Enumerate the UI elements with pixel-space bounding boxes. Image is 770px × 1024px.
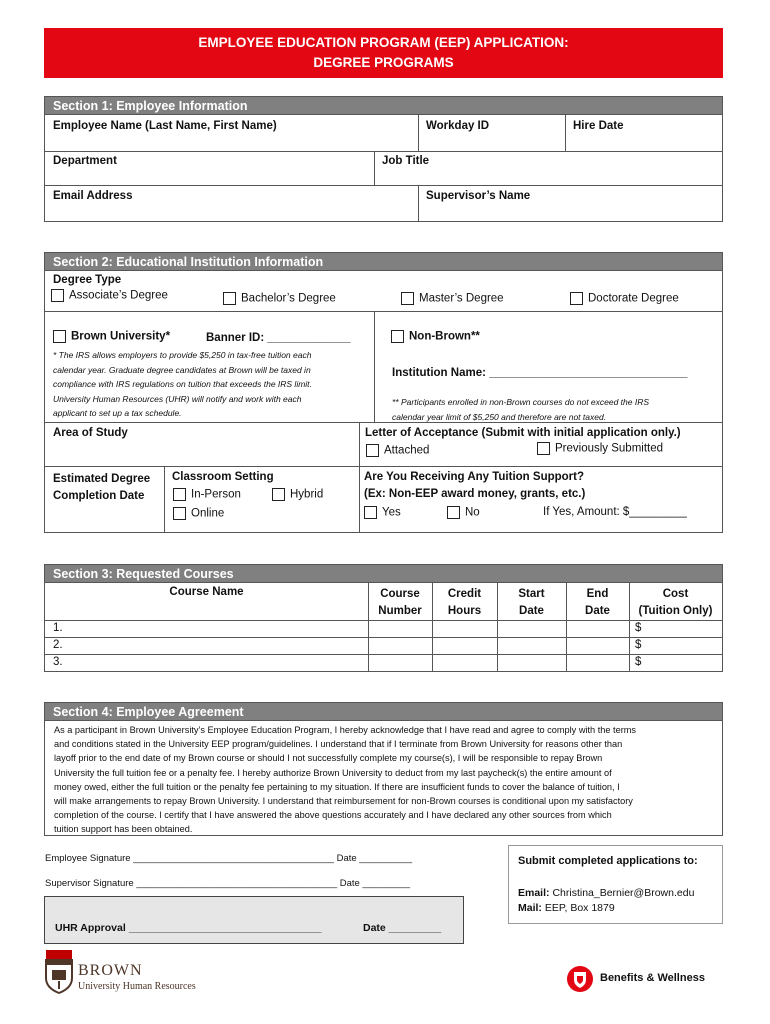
submit-email-link[interactable]: Christina_Bernier@Brown.edu [552, 887, 695, 899]
uhr-date-line[interactable]: Date _________ [363, 922, 442, 934]
credit-hours-header: Credit Hours [447, 588, 482, 617]
masters-option[interactable]: Master’s Degree [401, 292, 504, 305]
support-yes-checkbox[interactable] [364, 506, 377, 519]
support-no-option[interactable]: No [447, 506, 480, 519]
employee-name-field[interactable]: Employee Name (Last Name, First Name) [53, 120, 277, 132]
supervisor-name-field[interactable]: Supervisor’s Name [426, 190, 531, 202]
form-title-line2: DEGREE PROGRAMS [313, 55, 454, 70]
end-date-header: End Date [585, 588, 610, 617]
form-title-line1: EMPLOYEE EDUCATION PROGRAM (EEP) APPLICATION: [198, 35, 569, 50]
brown-shield-logo-icon [44, 948, 74, 994]
attached-checkbox[interactable] [366, 444, 379, 457]
section-3-heading: Section 3: Requested Courses [45, 565, 722, 583]
hybrid-option[interactable]: Hybrid [272, 488, 323, 501]
institution-name-field[interactable]: Institution Name: _______________________________ [392, 367, 688, 379]
section-3-requested-courses [44, 564, 723, 672]
cost-cell-2[interactable]: $ [635, 639, 642, 651]
brown-university-option[interactable]: Brown University* [53, 330, 170, 343]
attached-option[interactable]: Attached [366, 444, 429, 457]
course-row-3[interactable]: 3. [53, 656, 63, 668]
area-of-study-field[interactable]: Area of Study [53, 427, 128, 439]
supervisor-signature-line[interactable]: Supervisor Signature ______________________________________ Date _________ [45, 878, 411, 889]
previously-submitted-option[interactable]: Previously Submitted [537, 442, 663, 455]
workday-id-field[interactable]: Workday ID [426, 120, 490, 132]
submit-heading: Submit completed applications to: [518, 855, 698, 867]
masters-checkbox[interactable] [401, 292, 414, 305]
section-4-employee-agreement [44, 702, 723, 836]
submit-email: Email: Christina_Bernier@Brown.edu [518, 887, 695, 899]
submit-instructions-box [508, 845, 723, 924]
uhr-approval-line[interactable]: UHR Approval _________________________________ [55, 922, 322, 934]
associates-checkbox[interactable] [51, 289, 64, 302]
cost-cell-1[interactable]: $ [635, 622, 642, 634]
support-amount-field[interactable]: If Yes, Amount: $_________ [543, 506, 687, 518]
uhr-approval-box [44, 896, 464, 944]
brown-wordmark: BROWN [78, 962, 143, 979]
banner-id-field[interactable]: Banner ID: _____________ [206, 332, 351, 344]
department-field[interactable]: Department [53, 155, 117, 167]
brown-university-checkbox[interactable] [53, 330, 66, 343]
start-date-header: Start Date [518, 588, 545, 617]
course-row-2[interactable]: 2. [53, 639, 63, 651]
section-2-heading: Section 2: Educational Institution Information [45, 253, 722, 271]
in-person-option[interactable]: In-Person [173, 488, 241, 501]
online-checkbox[interactable] [173, 507, 186, 520]
estimated-completion-date-field[interactable]: Estimated Degree Completion Date [53, 473, 151, 502]
hybrid-checkbox[interactable] [272, 488, 285, 501]
agreement-text: As a participant in Brown University’s Employee Education Program, I hereby acknowledge that I have read and agree to comply with the terms and conditions stated in the University EEP program/guidelines. I understand that if I terminate from Brown University for reasons other than layoff prior to the end date of my Brown course or should I not successfully complete my course(s), I will be responsible to repay Brown University the full tuition fee or a penalty fee. I hereby authorize Brown University to deduct from my last paycheck(s) the entire amount of money owed, either the full tuition or the penalty fee pertaining to my situation. If there are insufficient funds to cover the balance of tuition, I will make arrangements to repay Brown University. I understand that reimbursement for non-Brown courses is conditional upon my satisfactory completion of the course. I certify that I have answered the above questions accurately and I have declared any other sources from which tuition support has been obtained. [54, 725, 637, 835]
course-name-header: Course Name [169, 586, 244, 598]
support-yes-option[interactable]: Yes [364, 506, 401, 519]
irs-note: * The IRS allows employers to provide $5,250 in tax-free tuition each calendar year. Graduate degree candidates at Brown will be taxed in compliance with IRS regulations on tuition that exceeds the IRS limit. University Human Resources (UHR) will notify and work with each applicant to set up a tax schedule. [53, 350, 312, 418]
hire-date-field[interactable]: Hire Date [573, 120, 624, 132]
doctorate-option[interactable]: Doctorate Degree [570, 292, 679, 305]
section-1-employee-info [44, 96, 723, 222]
email-field[interactable]: Email Address [53, 190, 133, 202]
in-person-checkbox[interactable] [173, 488, 186, 501]
degree-type-label: Degree Type [53, 274, 122, 286]
non-brown-checkbox[interactable] [391, 330, 404, 343]
previously-submitted-checkbox[interactable] [537, 442, 550, 455]
job-title-field[interactable]: Job Title [382, 155, 430, 167]
support-no-checkbox[interactable] [447, 506, 460, 519]
form-title-banner [44, 28, 723, 78]
classroom-setting-label: Classroom Setting [172, 471, 274, 483]
associates-option[interactable]: Associate’s Degree [51, 289, 168, 302]
online-option[interactable]: Online [173, 507, 224, 520]
course-number-header: Course Number [378, 588, 422, 617]
uhr-wordmark: University Human Resources [78, 981, 196, 992]
non-brown-option[interactable]: Non-Brown** [391, 330, 480, 343]
non-brown-note: ** Participants enrolled in non-Brown courses do not exceed the IRS calendar year limit of $5,250 and therefore are not taxed. [392, 397, 650, 422]
bachelors-checkbox[interactable] [223, 292, 236, 305]
tuition-support-example: (Ex: Non-EEP award money, grants, etc.) [364, 488, 586, 500]
cost-header: Cost (Tuition Only) [638, 588, 713, 617]
cost-cell-3[interactable]: $ [635, 656, 642, 668]
doctorate-checkbox[interactable] [570, 292, 583, 305]
section-2-institution-info [44, 252, 723, 533]
bachelors-option[interactable]: Bachelor’s Degree [223, 292, 336, 305]
benefits-wellness-wordmark: Benefits & Wellness [600, 972, 705, 984]
section-1-heading: Section 1: Employee Information [45, 97, 722, 115]
letter-of-acceptance-label: Letter of Acceptance (Submit with initial application only.) [365, 427, 681, 439]
tuition-support-question: Are You Receiving Any Tuition Support? [364, 471, 584, 483]
course-row-1[interactable]: 1. [53, 622, 63, 634]
benefits-shield-icon [566, 965, 594, 993]
section-4-heading: Section 4: Employee Agreement [45, 703, 722, 721]
submit-mail: Mail: EEP, Box 1879 [518, 902, 615, 914]
employee-signature-line[interactable]: Employee Signature ______________________________________ Date __________ [45, 853, 413, 864]
